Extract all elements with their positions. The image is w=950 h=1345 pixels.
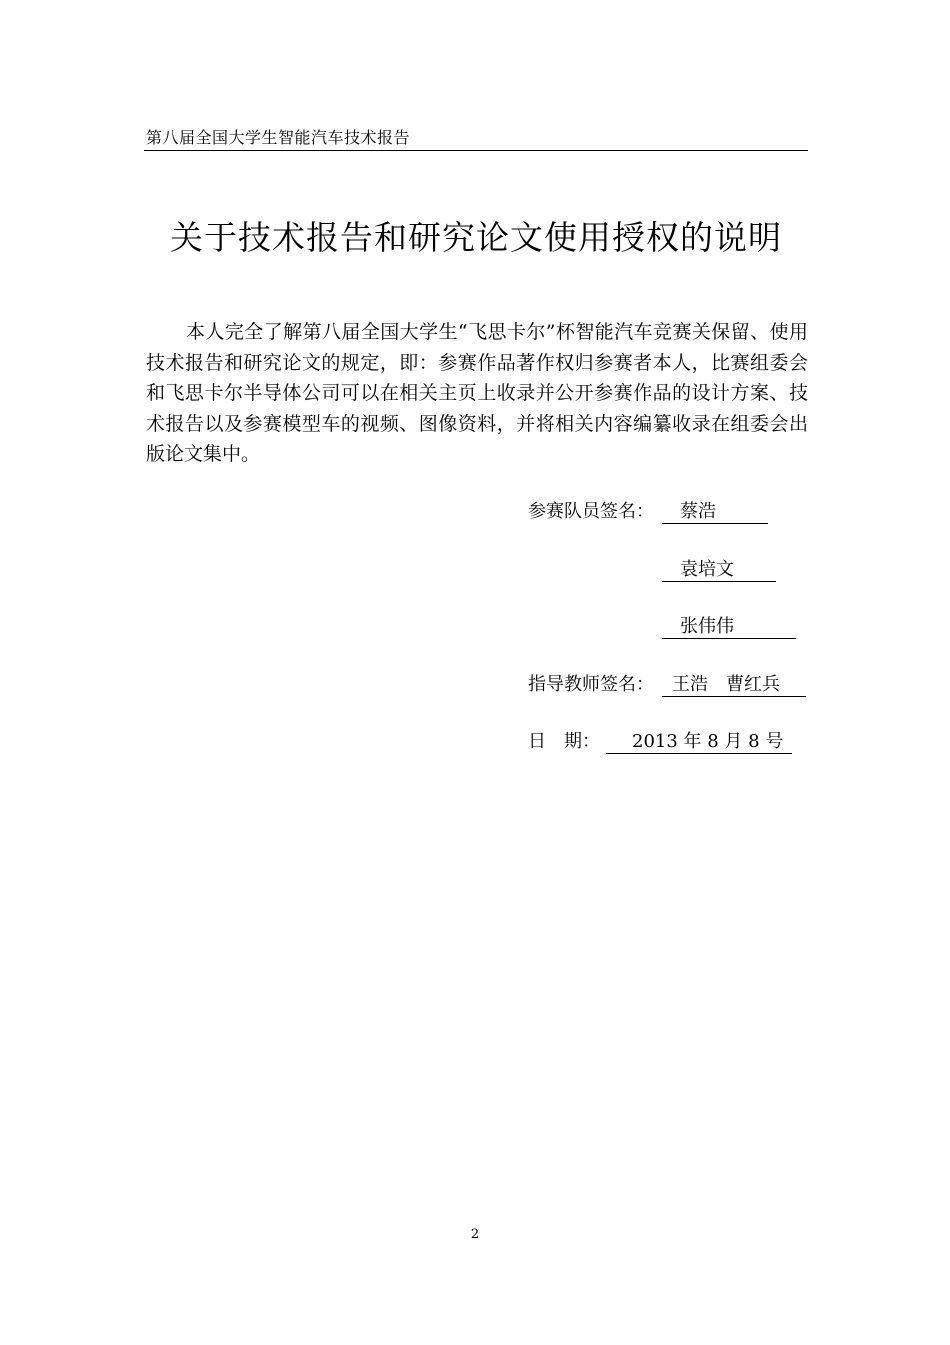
advisor-signature-label: 指导教师签名： (528, 674, 654, 695)
authorization-paragraph: 本人完全了解第八届全国大学生“飞思卡尔”杯智能汽车竞赛关保留、使用技术报告和研究论文的规定，即：参赛作品著作权归参赛者本人，比赛组委会和飞思卡尔半导体公司可以在相关主页上收录并公开参赛作品的设计方案、技术报告以及参赛模型车的视频、图像资料，并将相关内容编纂收录在组委会出版论文集中。 (146, 321, 808, 465)
team-member-signature: 张伟伟 (662, 613, 796, 639)
date-label: 日 期： (528, 731, 600, 752)
page-number: 2 (470, 1227, 480, 1242)
advisor-signature-row (528, 671, 808, 699)
team-signature-row (528, 613, 808, 641)
team-signature-row (528, 498, 808, 526)
team-signature-label: 参赛队员签名： (528, 501, 654, 522)
team-member-signature: 蔡浩 (662, 498, 768, 524)
date-row (528, 728, 808, 756)
advisor-signature: 王浩 曹红兵 (662, 671, 806, 697)
header-rule (144, 150, 808, 151)
date-value: 2013 年 8 月 8 号 (606, 728, 792, 754)
team-signature-row (528, 556, 808, 584)
page-title: 关于技术报告和研究论文使用授权的说明 (170, 218, 782, 257)
team-member-signature: 袁培文 (662, 556, 776, 582)
running-header: 第八届全国大学生智能汽车技术报告 (146, 128, 411, 147)
